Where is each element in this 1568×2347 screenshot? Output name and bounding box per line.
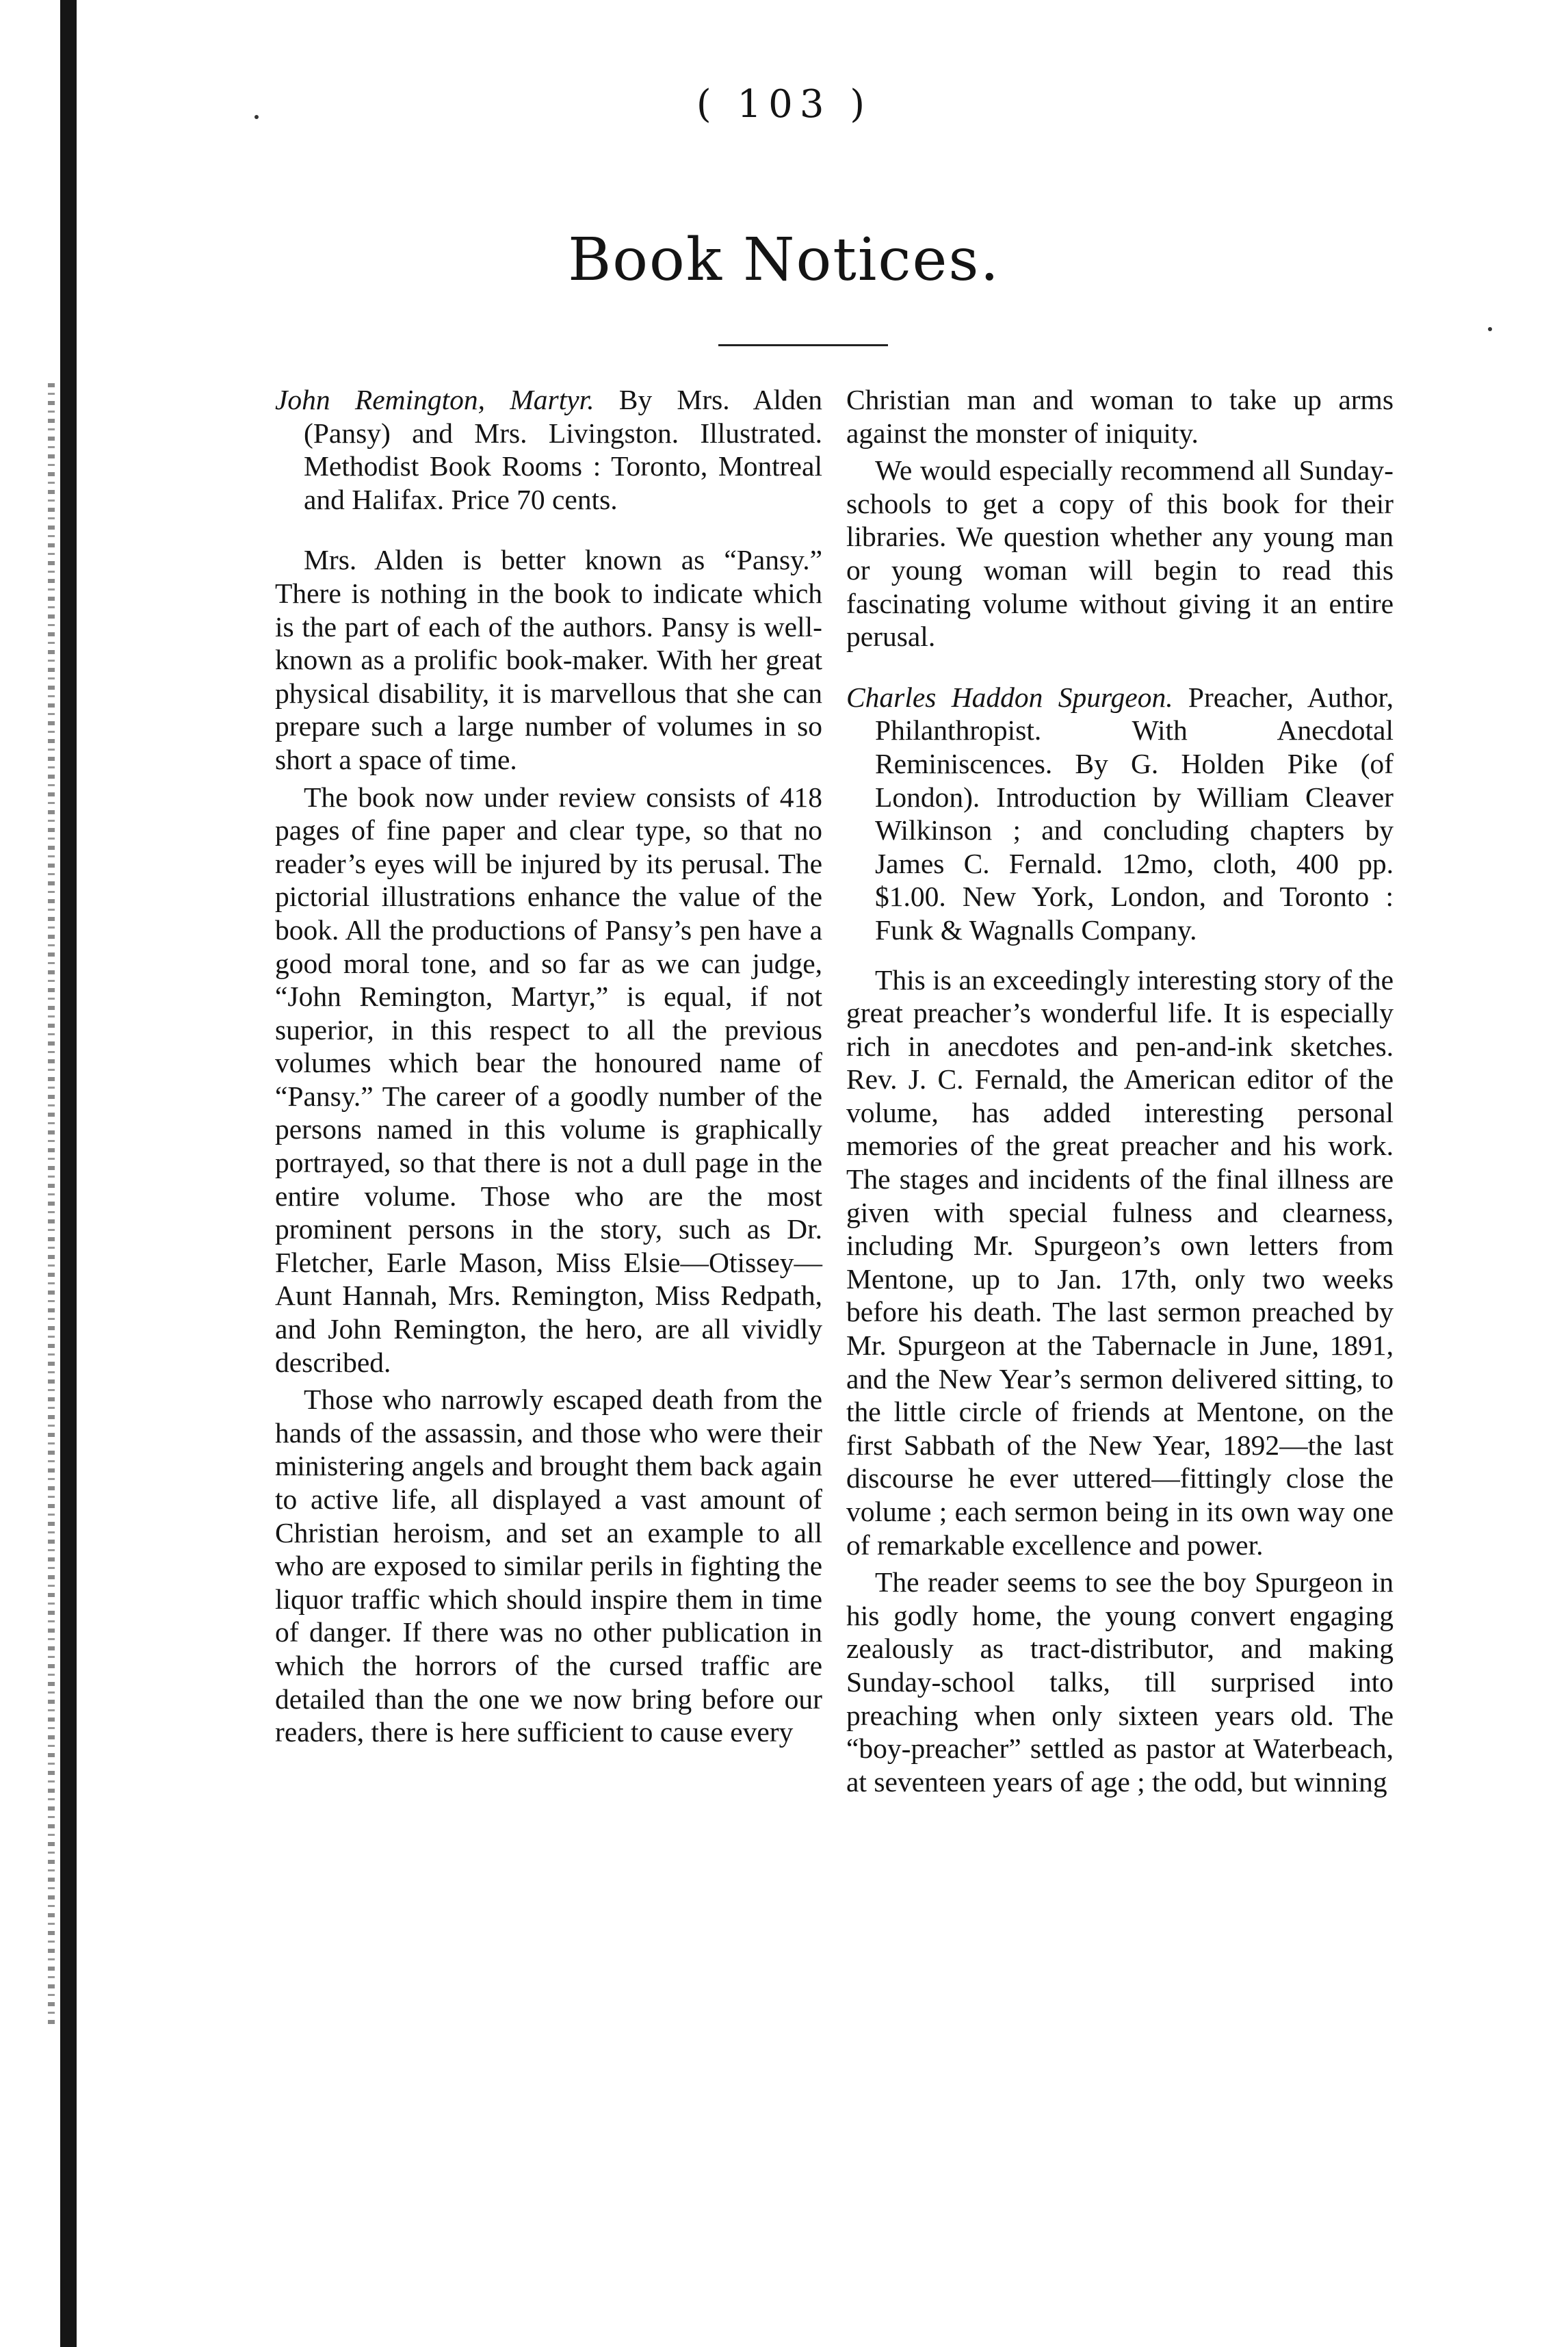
book-byline: By Mrs. Alden (Pansy) and Mrs. Livingston. Illustrated. Methodist Book Rooms : Toronto, Montreal and Halifax. Price 70 cents. [304, 384, 822, 515]
paragraph: We would especially recommend all Sunday-schools to get a copy of this book for their libraries. We question whether any young man or young woman will begin to read this fascinating volume without giving it an entire perusal. [846, 454, 1394, 653]
right-column [846, 383, 1394, 1798]
notice-heading-spurgeon [846, 681, 1394, 947]
book-byline: Preacher, Author, Philanthropist. With Anecdotal Reminiscences. By G. Holden Pike (of London). Introduction by William Cleaver Wilkinson ; and concluding chapters by James C. Fernald. 12mo, cloth, 400 pp. $1.00. New York, London, and Toronto : Funk & Wagnalls Company. [875, 681, 1394, 946]
paragraph: The reader seems to see the boy Spurgeon in his godly home, the young convert engaging zealously as tract-distributor, and making Sunday-school talks, till surprised into preaching when only sixteen years old. The “boy-preacher” settled as pastor at Waterbeach, at seventeen years of age ; the odd, but winning [846, 1566, 1394, 1798]
paragraph: Christian man and woman to take up arms against the monster of iniquity. [846, 384, 1394, 449]
paragraph: Mrs. Alden is better known as “Pansy.” There is nothing in the book to indicate which is the part of each of the authors. Pansy is well-known as a prolific book-maker. With her great physical disability, it is marvellous that she can prepare such a large number of volumes in so short a space of time. [275, 544, 822, 775]
binding-spine [60, 0, 77, 2347]
notice-heading-remington [275, 383, 822, 516]
section-divider [718, 344, 888, 346]
binding-edge [48, 383, 55, 2025]
book-title: Charles Haddon Spurgeon. [846, 681, 1173, 713]
page-number: ( 103 ) [696, 82, 872, 127]
book-title: John Remington, Martyr. [275, 384, 594, 415]
ink-speck [1488, 327, 1492, 331]
left-column [275, 383, 822, 1749]
paragraph: Those who narrowly escaped death from the hands of the assassin, and those who were their ministering angels and brought them back again to active life, all displayed a vast amount of Christian heroism, and set an example to all who are exposed to similar perils in fighting the liquor traffic which should inspire them in time of danger. If there was no other publication in which the horrors of the cursed traffic are detailed than the one we now bring before our readers, there is here sufficient to cause every [275, 1384, 822, 1748]
paragraph: The book now under review consists of 418 pages of fine paper and clear type, so that no reader’s eyes will be injured by its perusal. The pictorial illustrations enhance the value of the book. All the productions of Pansy’s pen have a good moral tone, and so far as we can judge, “John Remington, Martyr,” is equal, if not superior, in this respect to all the previous volumes which bear the honoured name of “Pansy.” The career of a goodly number of the persons named in this volume is graphically portrayed, so that there is not a dull page in the entire volume. Those who are the most prominent persons in the story, such as Dr. Fletcher, Earle Mason, Miss Elsie—Otissey—Aunt Hannah, Mrs. Remington, Miss Redpath, and John Remington, the hero, are all vividly described. [275, 781, 822, 1378]
section-title: Book Notices. [568, 226, 1000, 294]
paragraph: This is an exceedingly interesting story of the great preacher’s wonderful life. It is especially rich in anecdotes and pen-and-ink sketches. Rev. J. C. Fernald, the American editor of the volume, has added interesting personal memories of the great preacher and his work. The stages and incidents of the final illness are given with special fulness and clearness, including Mr. Spurgeon’s own letters from Mentone, up to Jan. 17th, only two weeks before his death. The last sermon preached by Mr. Spurgeon at the Tabernacle in June, 1891, and the New Year’s sermon delivered sitting, to the little circle of friends at Mentone, on the first Sabbath of the New Year, 1892—the last discourse he ever uttered—fittingly close the volume ; each sermon being in its own way one of remarkable excellence and power. [846, 963, 1394, 1561]
